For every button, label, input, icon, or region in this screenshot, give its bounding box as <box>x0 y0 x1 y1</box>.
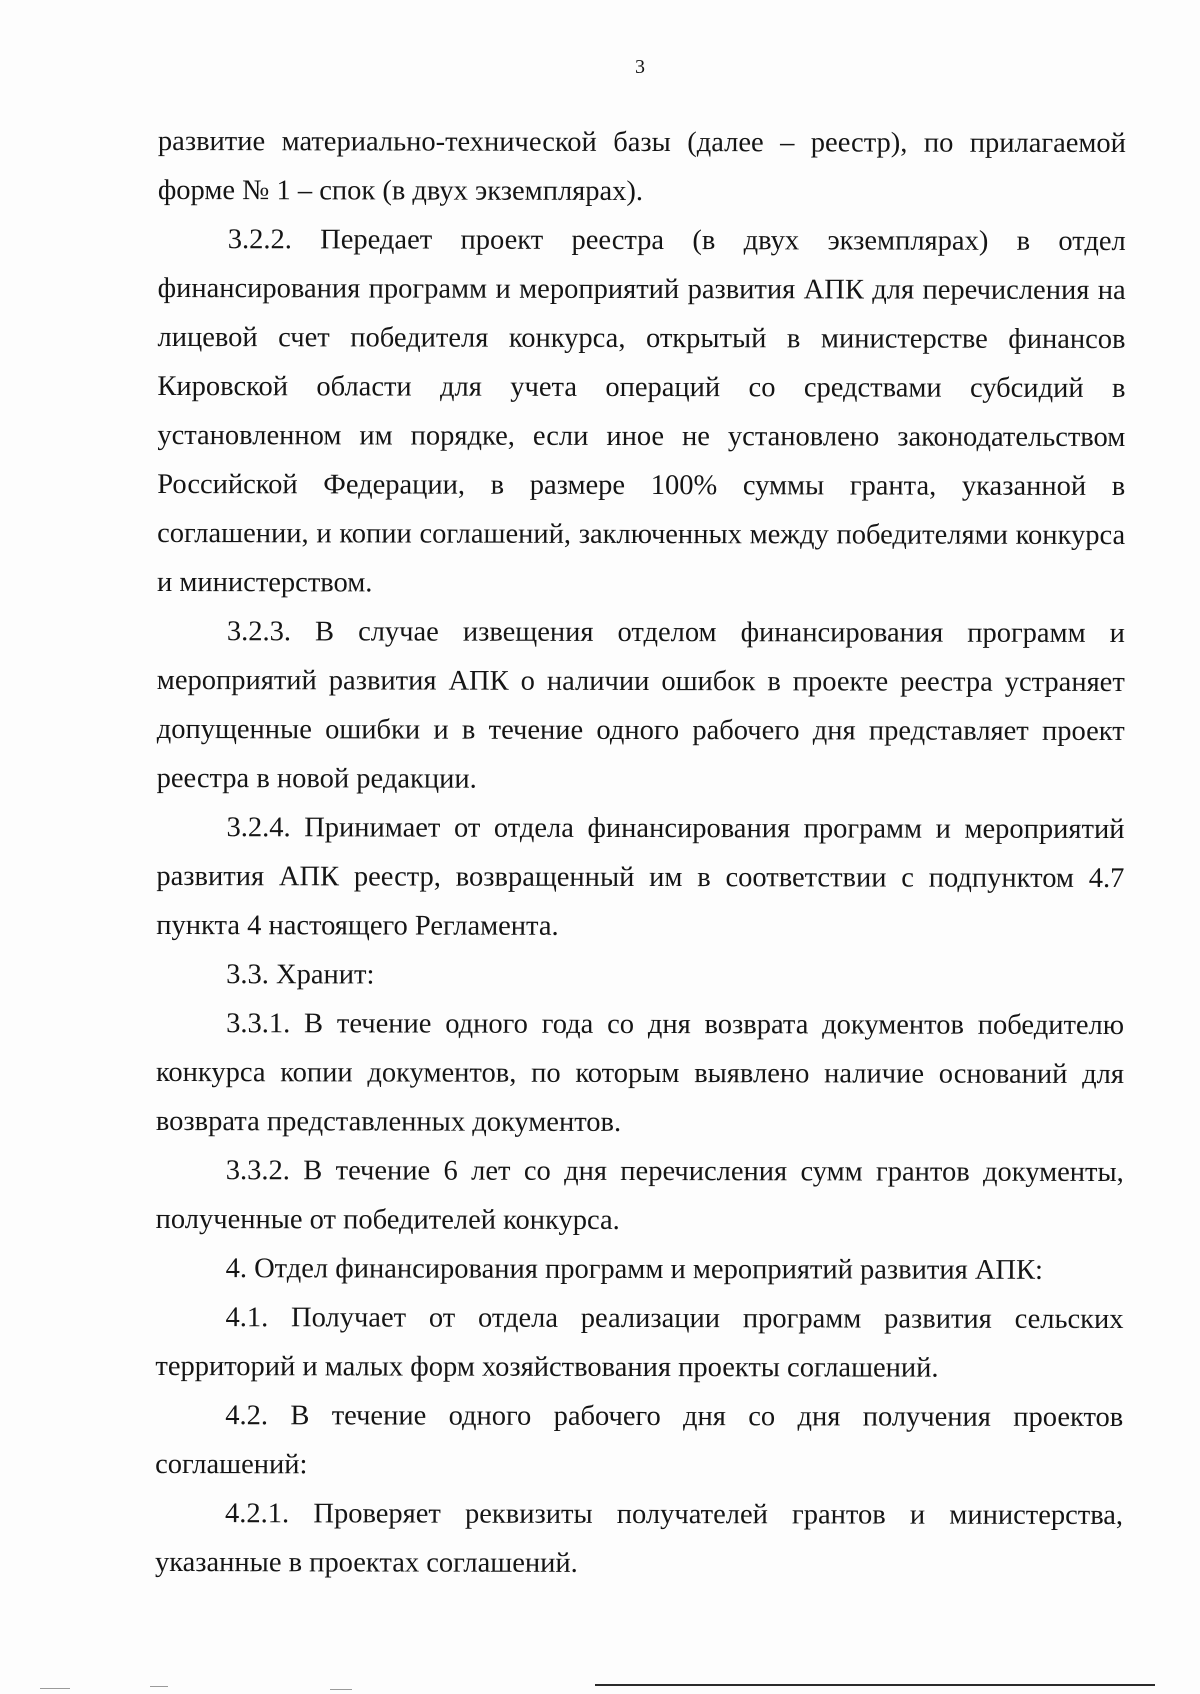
paragraph-3-2-4: 3.2.4. Принимает от отдела финансирования программ и мероприятий развития АПК реестр, возвращенный им в соответствии с подпунктом 4.7 пункта 4 настоящего Регламента. <box>156 812 1125 942</box>
paragraph-4: 4. Отдел финансирования программ и мероприятий развития АПК: <box>225 1253 1043 1286</box>
paragraph-3-2-2: 3.2.2. Передает проект реестра (в двух экземплярах) в отдел финансирования программ и мероприятий развития АПК для перечисления на лицевой счет победителя конкурса, открытый в министерстве финансов Кировской области для учета операций со средствами субсидий в установленном им порядке, если иное не установлено законодательством Российской Федерации, в размере 100% суммы гранта, указанной в соглашении, и копии соглашений, заключенных между победителями конкурса и министерством. <box>156 224 1126 599</box>
paragraph-4-1: 4.1. Получает от отдела реализации программ развития сельских территорий и малых форм хозяйствования проекты соглашений. <box>155 1302 1124 1384</box>
scan-artifact <box>40 1688 70 1689</box>
scan-artifact <box>330 1689 352 1690</box>
scan-edge-line <box>595 1684 1155 1686</box>
paragraph-3-3-2: 3.3.2. В течение 6 лет со дня перечисления сумм грантов документы, полученные от победителей конкурса. <box>155 1155 1124 1236</box>
page-number: 3 <box>635 56 645 78</box>
paragraph-4-2: 4.2. В течение одного рабочего дня со дня получения проектов соглашений: <box>155 1400 1124 1481</box>
paragraph-3-3-1: 3.3.1. В течение одного года со дня возврата документов победителю конкурса копии документов, по которым выявлено наличие оснований для возврата представленных документов. <box>155 1008 1125 1138</box>
paragraph-3-2-3: 3.2.3. В случае извещения отделом финансирования программ и мероприятий развития АПК о наличии ошибок в проекте реестра устраняет допущенные ошибки и в течение одного рабочего дня представляет проект реестра в новой редакции. <box>156 616 1125 795</box>
document-body <box>155 117 1126 1589</box>
paragraph-continuation: развитие материально-технической базы (далее – реестр), по прилагаемой форме № 1 – спок (в двух экземплярах). <box>157 125 1126 208</box>
scan-artifact <box>150 1686 168 1687</box>
paragraph-3-3: 3.3. Хранит: <box>226 959 375 991</box>
paragraph-4-2-1: 4.2.1. Проверяет реквизиты получателей грантов и министерства, указанные в проектах соглашений. <box>154 1498 1124 1579</box>
